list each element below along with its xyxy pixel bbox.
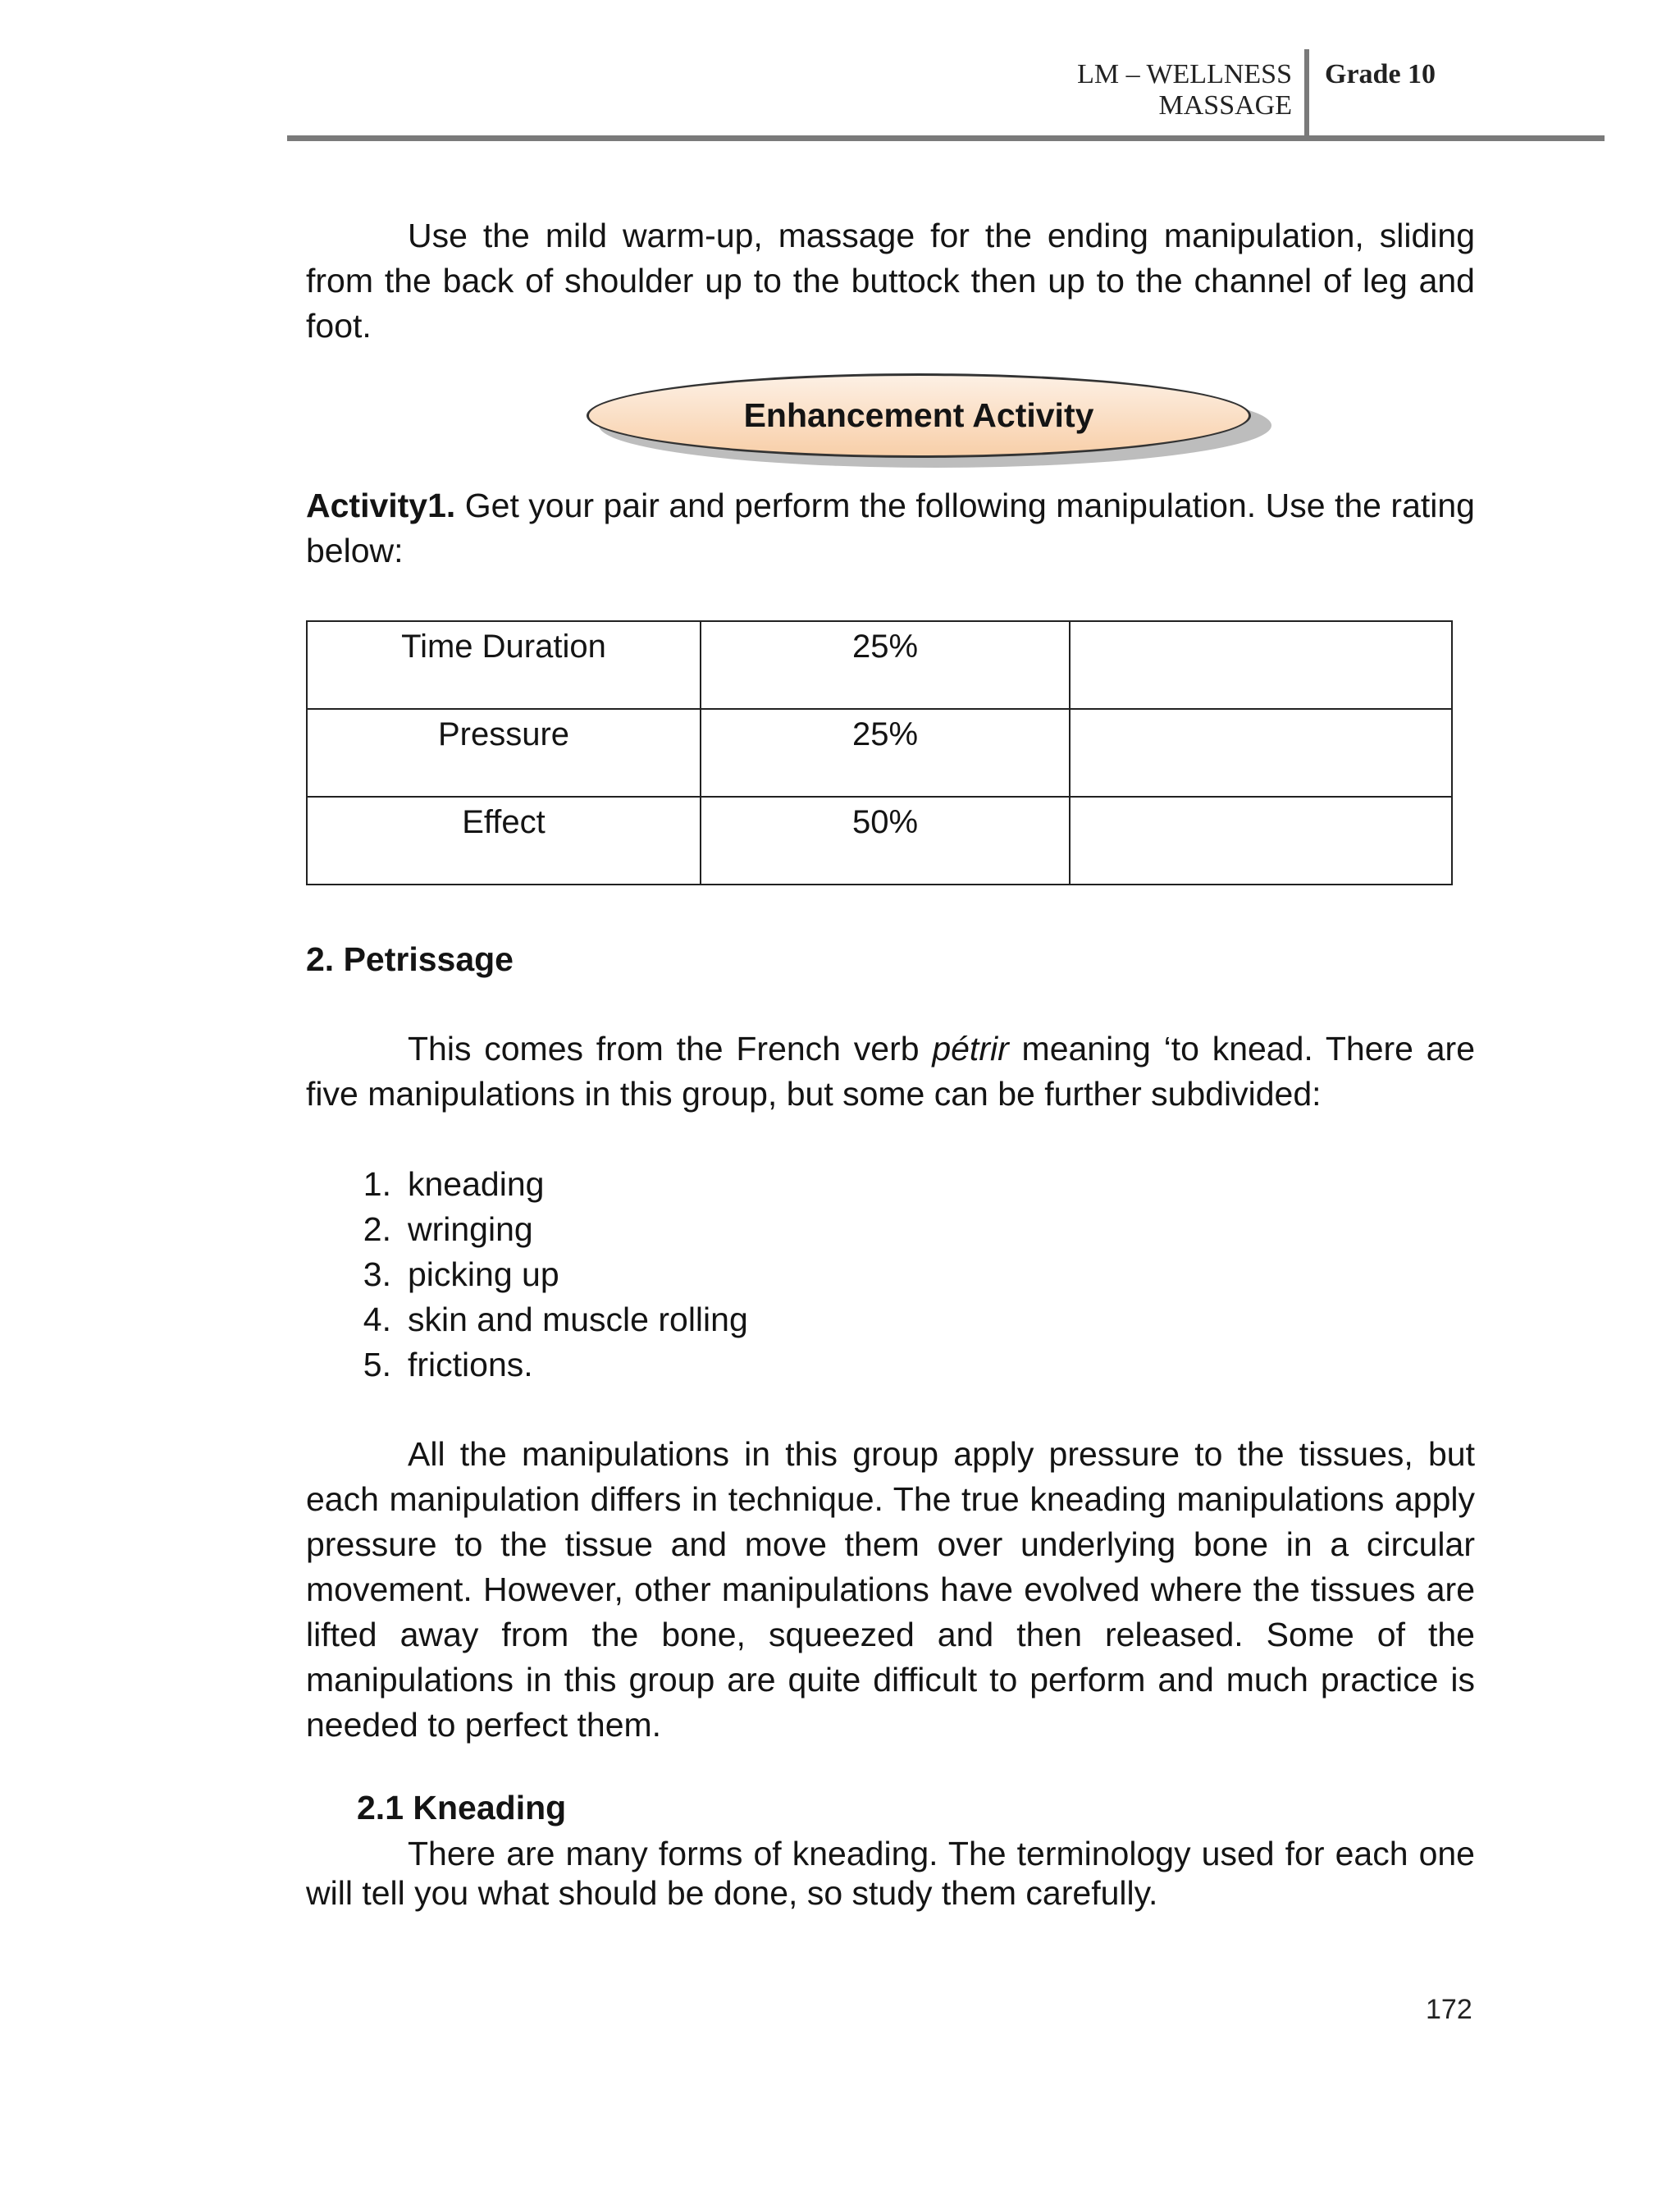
list-number: 4. (363, 1301, 391, 1338)
score-cell (1070, 709, 1452, 797)
intro-paragraph: Use the mild warm-up, massage for the ending manipulation, sliding from the back of shoulder up to the buttock then up to the channel of leg and foot. (306, 217, 1475, 345)
weight-cell: 25% (701, 621, 1070, 709)
list-item (306, 1342, 748, 1388)
section-intro-before: This comes from the French verb (408, 1030, 933, 1068)
header-title: LM – WELLNESS MASSAGE (1077, 59, 1292, 121)
header-rule (287, 135, 1605, 141)
table-row (307, 709, 1452, 797)
score-cell (1070, 621, 1452, 709)
enhancement-activity-banner (587, 373, 1251, 458)
list-text: skin and muscle rolling (408, 1301, 748, 1338)
petrissage-list (306, 1162, 748, 1388)
subsection-text: There are many forms of kneading. The terminology used for each one will tell you what should be done, so study them carefully. (306, 1835, 1475, 1912)
activity-text: Get your pair and perform the following manipulation. Use the rating below: (306, 487, 1475, 569)
activity-instruction (306, 483, 1475, 574)
list-number: 3. (363, 1255, 391, 1293)
weight-cell: 25% (701, 709, 1070, 797)
banner-label: Enhancement Activity (743, 396, 1094, 434)
rating-table (306, 620, 1453, 885)
criterion-cell: Time Duration (307, 621, 701, 709)
header-grade: Grade 10 (1325, 59, 1436, 89)
list-item (306, 1207, 748, 1252)
list-item (306, 1252, 748, 1297)
section-intro (306, 1026, 1475, 1117)
criterion-cell: Effect (307, 797, 701, 885)
list-number: 1. (363, 1165, 391, 1203)
list-text: frictions. (408, 1346, 533, 1383)
section-body: All the manipulations in this group apply pressure to the tissues, but each manipulation differs in technique. The true kneading manipulations apply pressure to the tissue and move them over underlying bone in a circular movement. However, other manipulations have evolved where the tissues are lifted away from the bone, squeezed and then released. Some of the manipulations in this group are quite difficult to perform and much practice is needed to perfect them. (306, 1435, 1475, 1744)
criterion-cell: Pressure (307, 709, 701, 797)
list-text: wringing (408, 1210, 533, 1248)
section-intro-after: meaning ‘to knead. There are five manipulations in this group, but some can be further subdivided: (306, 1030, 1475, 1113)
table-row (307, 621, 1452, 709)
list-text: kneading (408, 1165, 545, 1203)
weight-cell: 50% (701, 797, 1070, 885)
header-divider (1304, 49, 1309, 139)
activity-label: Activity1. (306, 487, 456, 524)
list-number: 2. (363, 1210, 391, 1248)
score-cell (1070, 797, 1452, 885)
section-intro-italic: pétrir (932, 1030, 1009, 1068)
list-item (306, 1297, 748, 1342)
list-number: 5. (363, 1346, 391, 1383)
section-heading: 2. Petrissage (306, 940, 514, 978)
list-text: picking up (408, 1255, 559, 1293)
table-row (307, 797, 1452, 885)
page-number: 172 (1426, 1994, 1472, 2025)
subsection-heading: 2.1 Kneading (357, 1789, 567, 1827)
list-item (306, 1162, 748, 1207)
